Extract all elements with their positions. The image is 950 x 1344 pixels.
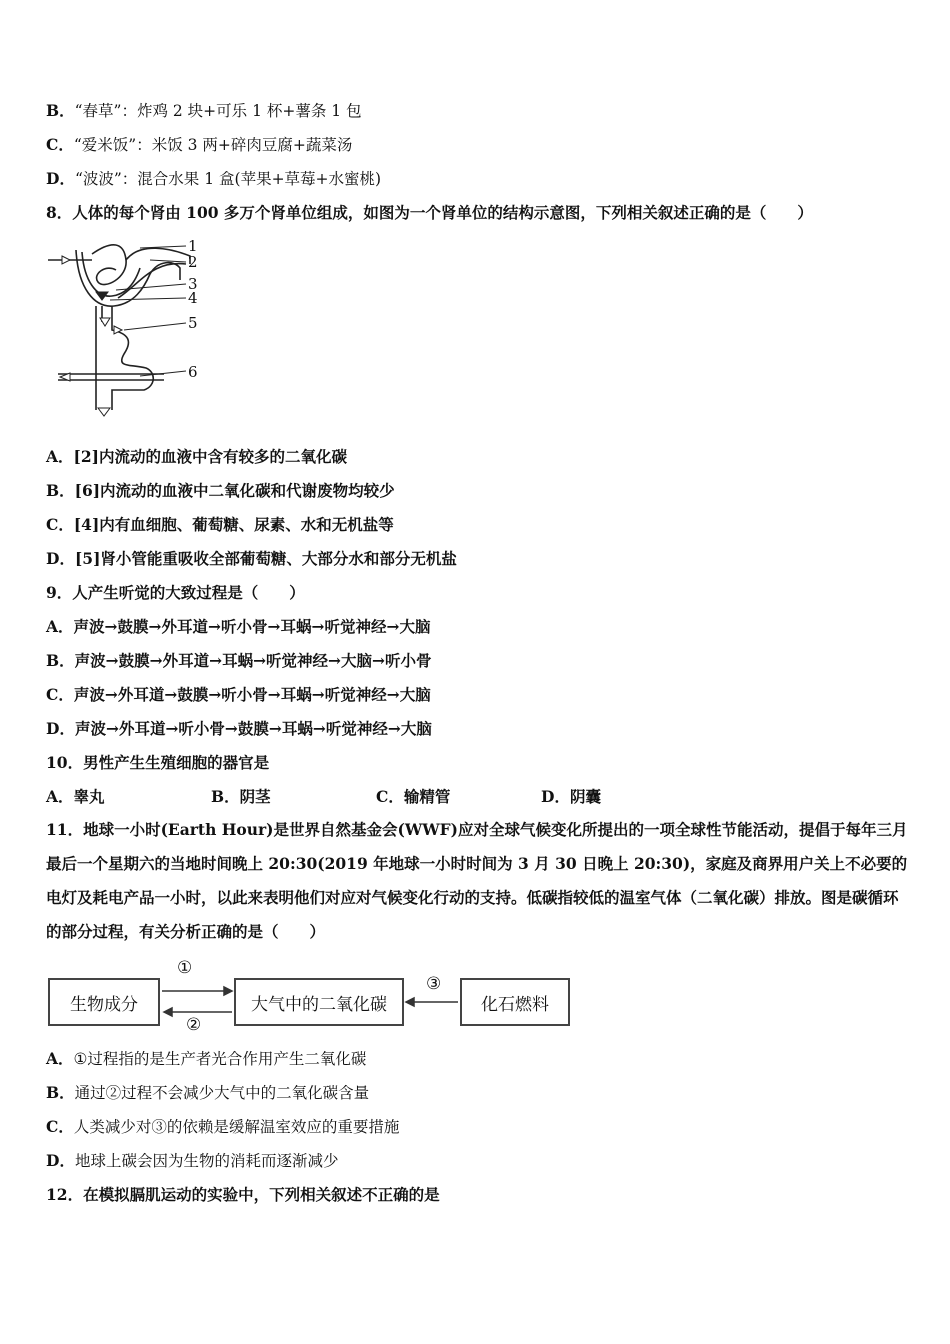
option-text: “波波”：混合水果 1 盒(苹果+草莓+水蜜桃) [74,170,382,188]
arrow-3-label: ③ [426,974,442,994]
option-text: 声波→鼓膜→外耳道→听小骨→耳蜗→听觉神经→大脑 [73,617,431,636]
option-label: C． [46,1117,74,1136]
label-1: 1 [188,237,198,255]
q8-option-a [46,446,347,468]
option-label: A． [46,617,74,636]
option-label: B． [46,1083,75,1102]
option-label: B． [46,481,75,500]
option-label: A． [46,787,74,806]
option-text: [5]肾小管能重吸收全部葡萄糖、大部分水和部分无机盐 [74,549,457,568]
q9-option-d [46,718,432,740]
q10-option-c [376,786,450,808]
q12-stem: 12．在模拟膈肌运动的实验中，下列相关叙述不正确的是 [46,1185,440,1204]
box-organisms: 生物成分 [48,978,160,1026]
q9-option-a [46,616,430,638]
q7-option-b [46,100,362,122]
q10-stem: 10．男性产生生殖细胞的器官是 [46,753,270,772]
option-label: C． [46,135,74,154]
q10-option-b [211,786,271,808]
option-text: [4]内有血细胞、葡萄糖、尿素、水和无机盐等 [73,515,394,534]
label-3: 3 [188,275,198,293]
option-text: “春草”：炸鸡 2 块+可乐 1 杯+薯条 1 包 [74,102,362,120]
option-text: 通过②过程不会减少大气中的二氧化碳含量 [74,1084,370,1102]
option-text: “爱米饭”：米饭 3 两+碎肉豆腐+蔬菜汤 [73,136,353,154]
option-text: 人类减少对③的依赖是缓解温室效应的重要措施 [73,1118,400,1136]
option-text: [2]内流动的血液中含有较多的二氧化碳 [73,447,347,466]
carbon-cycle-diagram [40,958,580,1038]
option-label: B． [46,101,75,120]
option-text: 阴茎 [239,787,271,806]
option-text: 声波→外耳道→听小骨→鼓膜→耳蜗→听觉神经→大脑 [74,719,432,738]
q11-stem: 11．地球一小时(Earth Hour)是世界自然基金会(WWF)应对全球气候变化所提出的一项全球性节能活动，提倡于每年三月最后一个星期六的当地时间晚上 20:30(2019 年地球一小时时间为 3 月 30 日晚上 20:30)，家庭及商界用户关上不必要的电灯及耗电产品一小时，以此来表明他们对应对气候变化行动的支持。低碳指较低的温室气体（二氧化碳）排放。图是碳循环的部分过程，有关分析正确的是（ ） [46,820,908,941]
nephron-diagram [40,234,210,424]
arrow-2-label: ② [186,1015,202,1035]
cycle-arrows [40,962,580,1038]
q8-option-d [46,548,457,570]
q10-option-a [46,786,105,808]
option-label: B． [211,787,240,806]
q9-stem: 9．人产生听觉的大致过程是（ ） [46,583,305,602]
q10-option-d [541,786,601,808]
q11-option-a [46,1048,366,1070]
option-text: ①过程指的是生产者光合作用产生二氧化碳 [73,1050,367,1068]
label-4: 4 [188,289,198,307]
q11-option-b [46,1082,369,1104]
q8-option-b [46,480,395,502]
q9-option-b [46,650,432,672]
option-text: 睾丸 [73,787,105,806]
option-text: 声波→外耳道→鼓膜→听小骨→耳蜗→听觉神经→大脑 [73,685,431,704]
q11-option-d [46,1150,338,1172]
label-5: 5 [188,314,198,332]
option-label: A． [46,447,74,466]
option-text: 阴囊 [569,787,601,806]
box-atmospheric-co2: 大气中的二氧化碳 [234,978,404,1026]
option-label: D． [46,1151,75,1170]
option-label: D． [46,169,75,188]
q8-option-c [46,514,394,536]
label-2: 2 [188,253,198,271]
option-text: 地球上碳会因为生物的消耗而逐渐减少 [74,1152,339,1170]
option-label: C． [46,515,74,534]
q7-option-c [46,134,352,156]
option-text: 声波→鼓膜→外耳道→耳蜗→听觉神经→大脑→听小骨 [74,651,432,670]
option-label: C． [376,787,404,806]
q8-stem: 8．人体的每个肾由 100 多万个肾单位组成，如图为一个肾单位的结构示意图，下列相关叙述正确的是（ ） [46,203,813,222]
q7-option-d [46,168,381,190]
label-6: 6 [188,363,198,381]
option-label: D． [46,549,75,568]
q9-option-c [46,684,431,706]
option-label: A． [46,1049,74,1068]
q11-option-c [46,1116,399,1138]
box-fossil-fuel: 化石燃料 [460,978,570,1026]
option-label: D． [46,719,75,738]
option-text: 输精管 [403,787,451,806]
option-label: B． [46,651,75,670]
option-label: C． [46,685,74,704]
option-label: D． [541,787,570,806]
arrow-1-label: ① [177,958,193,978]
option-text: [6]内流动的血液中二氧化碳和代谢废物均较少 [74,481,395,500]
